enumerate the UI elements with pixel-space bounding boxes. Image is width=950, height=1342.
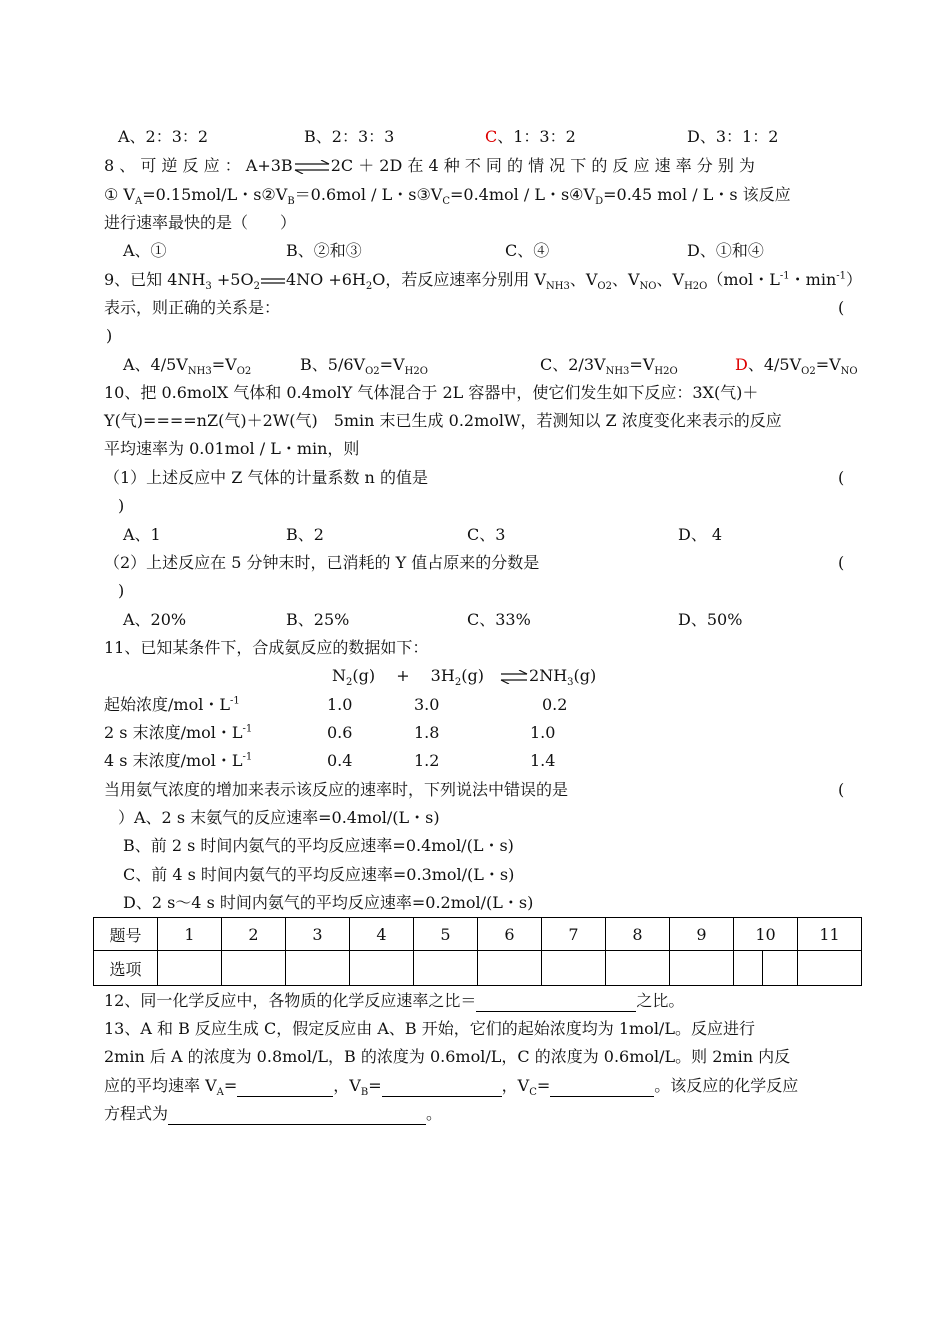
q13-line4: 方程式为 。 <box>104 1104 443 1123</box>
question-number-cell: 10 <box>734 918 798 951</box>
q11-equation: $N_2(g)$ + $3H_2(g)$ $2NH_3(g)$ <box>332 666 597 689</box>
q10-sub1-option-a: A、1 <box>123 525 161 544</box>
answer-cell[interactable] <box>798 951 862 986</box>
question-number-cell: 7 <box>542 918 606 951</box>
q12-blank[interactable] <box>476 991 636 1012</box>
q9-option-c: C、$2/3V_{NH3}=V_{H2O}$ <box>540 355 678 378</box>
q11-row-value: 1.4 <box>530 751 556 770</box>
answer-cell[interactable] <box>350 951 414 986</box>
q13-line3: 应的平均速率 $V_A=$ ，$V_B=$ ，$V_C=$ 。该反应的化学反应 <box>104 1076 799 1099</box>
q7-option-b: B、2：3：3 <box>304 127 395 146</box>
q8-option-d: D、①和④ <box>687 241 764 260</box>
answer-cell[interactable] <box>542 951 606 986</box>
q10-sub1-option-b: B、2 <box>286 525 324 544</box>
q11-row-label: 4 s 末浓度/mol・$L^{-1}$ <box>104 751 253 770</box>
q11-option-d: D、2 s～4 s 时间内氨气的平均反应速率=0.2mol/(L・s) <box>123 893 534 912</box>
q11-row-label: 起始浓度/mol・$L^{-1}$ <box>104 695 240 714</box>
q11-option-b: B、前 2 s 时间内氨气的平均反应速率=0.4mol/(L・s) <box>123 836 514 855</box>
answer-cell[interactable] <box>734 951 763 986</box>
q11-row-value: 1.8 <box>414 723 440 742</box>
q10-sub2-option-d: D、50% <box>678 610 743 629</box>
answer-cell[interactable] <box>286 951 350 986</box>
q10-line2: Y(气)====nZ(气)＋2W(气) 5min 末已生成 0.2molW，若测知以 Z 浓度变化来表示的反应 <box>104 411 782 430</box>
q11-row-value: 3.0 <box>414 695 440 714</box>
q10-sub1-paren-close: ) <box>118 496 125 515</box>
question-number-cell: 9 <box>670 918 734 951</box>
q10-sub1-option-d: D、 4 <box>678 525 723 544</box>
q9-paren-close: ) <box>106 326 113 345</box>
q10-sub1-paren-open: ( <box>838 468 845 487</box>
q9-option-a: A、$4/5V_{NH3}=V_{O2}$ <box>123 355 252 378</box>
q10-line1: 10、把 0.6molX 气体和 0.4molY 气体混合于 2L 容器中，使它们发生如下反应：3X(气)＋ <box>104 383 759 402</box>
q10-sub2-paren-open: ( <box>838 553 845 572</box>
va-blank[interactable] <box>237 1076 333 1097</box>
q11-paren-open: ( <box>838 780 845 799</box>
answer-cell[interactable] <box>478 951 542 986</box>
q11-option-c: C、前 4 s 时间内氨气的平均反应速率=0.3mol/(L・s) <box>123 865 515 884</box>
q13-line1: 13、A 和 B 反应生成 C，假定反应由 A、B 开始，它们的起始浓度均为 1mol/L。反应进行 <box>104 1019 755 1038</box>
q11-question: 当用氨气浓度的增加来表示该反应的速率时，下列说法中错误的是 <box>104 780 569 799</box>
q9-line2: 表示，则正确的关系是： <box>104 298 281 317</box>
q11-row-value: 1.2 <box>414 751 440 770</box>
q10-sub2-option-b: B、25% <box>286 610 350 629</box>
question-number-cell: 11 <box>798 918 862 951</box>
reversible-arrow-icon <box>499 670 529 684</box>
question-number-cell: 5 <box>414 918 478 951</box>
question-number-cell: 3 <box>286 918 350 951</box>
q10-sub2-option-a: A、20% <box>123 610 187 629</box>
q9-paren-open: ( <box>838 298 845 317</box>
q11-row-value: 1.0 <box>530 723 556 742</box>
q11-row-value: 1.0 <box>327 695 353 714</box>
q12-line: 12、同一化学反应中，各物质的化学反应速率之比＝ 之比。 <box>104 991 685 1010</box>
question-number-cell: 1 <box>158 918 222 951</box>
table-row <box>94 951 862 986</box>
q7-option-a: A、2：3：2 <box>118 127 209 146</box>
answer-cell[interactable] <box>763 951 798 986</box>
q13-line2: 2min 后 A 的浓度为 0.8mol/L，B 的浓度为 0.6mol/L，C 的浓度为 0.6mol/L。则 2min 内反 <box>104 1047 791 1066</box>
table-answer-label: 选项 <box>94 951 158 986</box>
q8-option-a: A、① <box>123 241 167 260</box>
vb-blank[interactable] <box>382 1076 502 1097</box>
answer-table <box>93 917 862 986</box>
table-header-label: 题号 <box>94 918 158 951</box>
q8-option-c: C、④ <box>505 241 550 260</box>
q9-line1: 9、已知 $4NH_3 +5O_2$ $4NO +6H_2O$，若反应速率分别用 $V_{NH3}$、$V_{O2}$、$V_{NO}$、$V_{H2O}(mol$・$L^{-1}$・$\min^{-1}$） <box>104 270 863 293</box>
q8-option-b: B、②和③ <box>286 241 362 260</box>
q10-sub1-option-c: C、3 <box>467 525 506 544</box>
q7-option-d: D、3：1：2 <box>687 127 779 146</box>
table-row <box>94 918 862 951</box>
q11-row-label: 2 s 末浓度/mol・$L^{-1}$ <box>104 723 253 742</box>
q8-line1: 8 、 可 逆 反 应 ： A+3B 2C ＋ 2D 在 4 种 不 同 的 情 况 下 的 反 应 速 率 分 别 为 <box>104 156 755 175</box>
question-number-cell: 6 <box>478 918 542 951</box>
q9-option-d: D、$4/5V_{O2}=V_{NO}$ <box>735 355 858 378</box>
answer-cell[interactable] <box>606 951 670 986</box>
q11-row-value: 0.2 <box>542 695 568 714</box>
q10-sub1: （1）上述反应中 Z 气体的计量系数 n 的值是 <box>104 468 428 487</box>
answer-cell[interactable] <box>158 951 222 986</box>
q11-option-a: ）A、2 s 末氨气的反应速率=0.4mol/(L・s) <box>118 808 440 827</box>
question-number-cell: 2 <box>222 918 286 951</box>
q11-line1: 11、已知某条件下，合成氨反应的数据如下： <box>104 638 429 657</box>
q11-row-value: 0.6 <box>327 723 353 742</box>
answer-cell[interactable] <box>222 951 286 986</box>
q10-sub2-option-c: C、33% <box>467 610 531 629</box>
answer-cell[interactable] <box>414 951 478 986</box>
q8-line2: ① $V_A=0.15mol/L$・$s②V_B=0.6mol / L$・$s③V_C=0.4mol / L$・$s④V_D=0.45$ mol / L・s 该反应 <box>104 185 791 208</box>
answer-cell[interactable] <box>670 951 734 986</box>
vc-blank[interactable] <box>550 1076 654 1097</box>
q11-row-value: 0.4 <box>327 751 353 770</box>
question-number-cell: 4 <box>350 918 414 951</box>
q10-sub2: （2）上述反应在 5 分钟末时，已消耗的 Y 值占原来的分数是 <box>104 553 540 572</box>
equals-arrow-icon <box>260 276 286 286</box>
q10-sub2-paren-close: ) <box>118 581 125 600</box>
q10-line3: 平均速率为 0.01mol / L・min，则 <box>104 439 360 458</box>
q9-option-b: B、$5/6V_{O2}=V_{H2O}$ <box>300 355 428 378</box>
q8-line3: 进行速率最快的是（ ） <box>104 213 297 232</box>
question-number-cell: 8 <box>606 918 670 951</box>
q7-option-c: C、1：3：2 <box>485 127 576 146</box>
reversible-arrow-icon <box>293 160 331 174</box>
equation-blank[interactable] <box>168 1104 426 1125</box>
